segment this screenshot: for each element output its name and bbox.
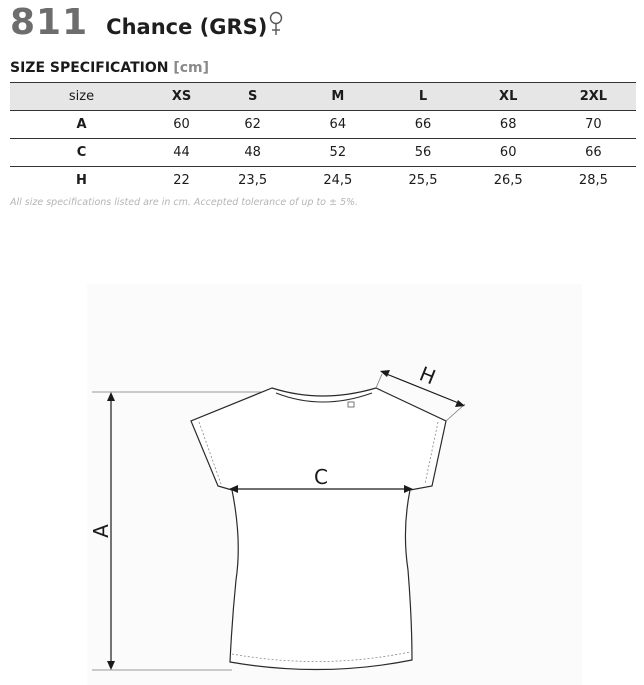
column-header: S [210, 83, 295, 111]
table-cell: 60 [153, 111, 210, 139]
table-cell: 64 [295, 111, 380, 139]
tolerance-footnote: All size specifications listed are in cm. Accepted tolerance of up to ± 5%. [10, 197, 359, 208]
row-label: A [10, 111, 153, 139]
table-cell: 44 [153, 139, 210, 167]
column-header: size [10, 83, 153, 111]
table-cell: 24,5 [323, 173, 353, 188]
product-name: Chance (GRS) [106, 15, 268, 39]
table-cell: 56 [380, 139, 465, 167]
table-cell: 66 [551, 139, 636, 167]
table-cell: 25,5 [408, 173, 438, 188]
table-cell: 66 [380, 111, 465, 139]
table-cell: 23,5 [238, 173, 268, 188]
column-header: 2XL [551, 83, 636, 111]
a-arrow-top [107, 392, 115, 401]
size-spec-unit: [cm] [173, 60, 210, 76]
h-arrow-right [455, 400, 465, 407]
table-cell: 48 [210, 139, 295, 167]
h-guide-left [376, 374, 382, 388]
a-arrow-bottom [107, 661, 115, 670]
table-cell: 52 [295, 139, 380, 167]
size-spec-title: SIZE SPECIFICATION [10, 60, 169, 76]
table-cell: 26,5 [493, 173, 523, 188]
table-cell: 28,5 [578, 173, 608, 188]
table-cell: 68 [466, 111, 551, 139]
table-cell: 70 [551, 111, 636, 139]
column-header: XL [466, 83, 551, 111]
table-cell: 60 [466, 139, 551, 167]
column-header: L [380, 83, 465, 111]
tshirt-body [191, 388, 446, 670]
c-label: C [314, 465, 328, 489]
column-header: M [295, 83, 380, 111]
row-label: H [76, 173, 87, 188]
product-code: 811 [10, 2, 89, 43]
column-header: XS [153, 83, 210, 111]
table-cell: 22 [173, 173, 190, 188]
h-label: H [416, 361, 440, 390]
row-label: C [10, 139, 153, 167]
table-cell: 62 [210, 111, 295, 139]
a-label: A [89, 524, 113, 538]
